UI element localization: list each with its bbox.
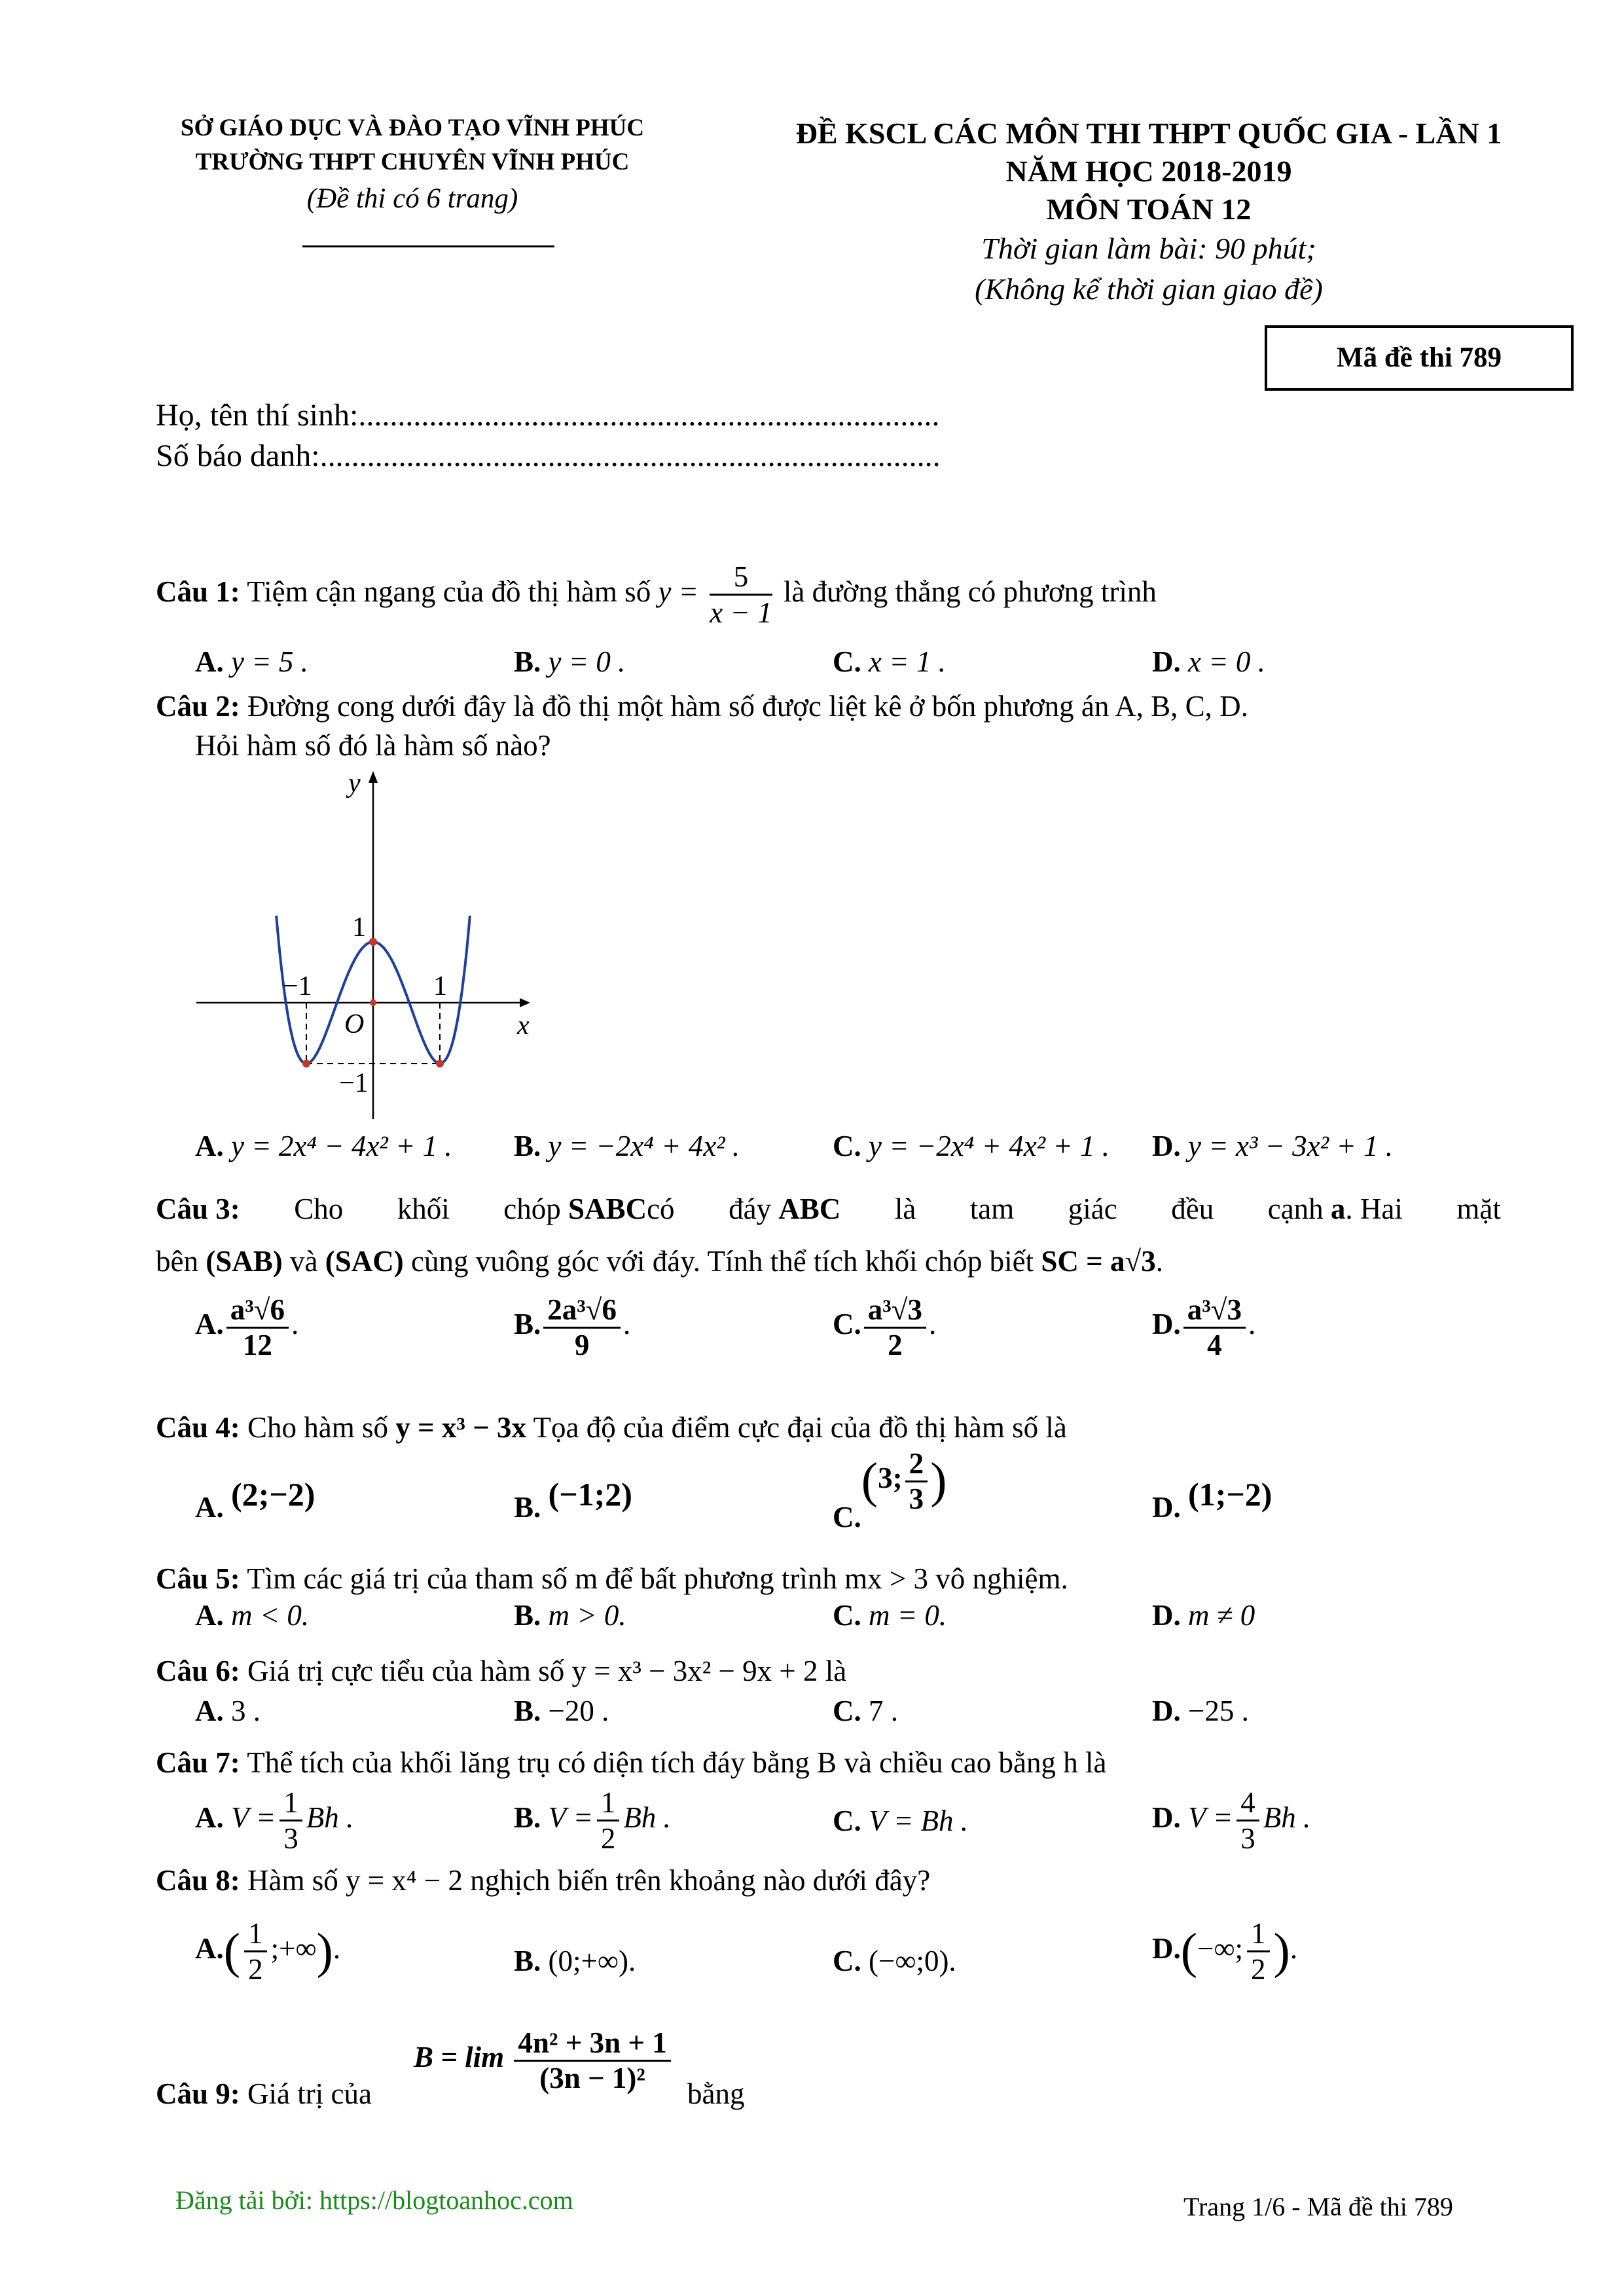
fraction-denominator: 2: [1251, 1953, 1266, 1986]
option-text: V =: [548, 1801, 593, 1834]
question-text: Đường cong dưới đây là đồ thị một hàm số được liệt kê ở bốn phương án A, B, C, D.: [247, 690, 1248, 723]
school-year: NĂM HỌC 2018-2019: [1005, 154, 1292, 188]
option-text: y = 0 .: [548, 645, 626, 678]
fraction-numerator: 1: [597, 1785, 620, 1821]
q3-option-b: B. $\frac{\text{2a³√6}}{9}$ .: [514, 1293, 631, 1361]
option-key: D.: [1152, 1130, 1181, 1162]
option-text: V =: [231, 1801, 276, 1834]
q8-option-c: [833, 1944, 956, 1978]
paren-left: (: [861, 1453, 878, 1508]
question-label: Câu 9:: [156, 2077, 240, 2110]
q6-option-b: [514, 1694, 609, 1728]
option-key: D.: [1152, 1307, 1181, 1340]
option-fraction: [1183, 1293, 1246, 1361]
option-key: C.: [833, 1130, 861, 1162]
function-lhs: y =: [658, 575, 699, 608]
option-text: V = Bh .: [869, 1804, 969, 1837]
option-text: m ≠ 0: [1188, 1599, 1255, 1632]
option-text: m > 0.: [548, 1599, 626, 1632]
paren-right: ): [1273, 1924, 1290, 1979]
fraction-numerator: 4: [1236, 1785, 1259, 1821]
question-word: là: [894, 1193, 916, 1225]
y-tick-neg1: −1: [339, 1068, 369, 1098]
fraction-numerator: 2: [905, 1446, 928, 1482]
x-tick-pos1: 1: [433, 971, 447, 1001]
option-key: B.: [514, 1491, 541, 1524]
fraction-numerator: a³√6: [226, 1293, 289, 1329]
graph-svg: [190, 766, 556, 1119]
question-label: Câu 1:: [156, 575, 240, 608]
question-word: khối: [397, 1193, 450, 1225]
option-text: 7 .: [869, 1695, 898, 1727]
footer-page: Trang 1/6 - Mã đề thi 789: [1183, 2192, 1453, 2221]
option-text: (0;+∞).: [548, 1945, 636, 1977]
question-2-line2: Hỏi hàm số đó là hàm số nào?: [195, 729, 551, 762]
paren-left: (: [1180, 1924, 1198, 1979]
q1-option-a: [195, 645, 308, 679]
plane-sab: (SAB): [206, 1245, 283, 1278]
q3-option-d: D. $\frac{\text{a³√3}}{4}$ .: [1152, 1293, 1256, 1361]
y-axis-arrow: [369, 771, 378, 783]
option-key: C.: [833, 1500, 861, 1534]
x-tick-neg1: −1: [283, 971, 312, 1001]
option-key: D.: [1152, 1931, 1181, 1965]
point-max: [369, 938, 377, 946]
point-min-right: [436, 1060, 444, 1067]
question-text: Giá trị của: [247, 2077, 372, 2110]
option-key: C.: [833, 1695, 861, 1727]
q2-option-a: [195, 1129, 452, 1163]
q7-option-d: [1152, 1785, 1310, 1856]
question-6: [156, 1652, 846, 1690]
option-key: A.: [195, 1491, 224, 1524]
fraction-denominator: 3: [909, 1482, 924, 1515]
question-label: Câu 7:: [156, 1746, 240, 1779]
q6-option-d: [1152, 1694, 1249, 1728]
question-3-line1: [156, 1190, 1501, 1228]
question-9: [156, 2075, 372, 2113]
school-name: TRƯỜNG THPT CHUYÊN VĨNH PHÚC: [195, 149, 630, 175]
option-key: D.: [1152, 1695, 1181, 1727]
candidate-id-line: Số báo danh:...............................................................................: [156, 439, 941, 473]
option-fraction: [597, 1785, 620, 1856]
option-text: −∞;: [1197, 1931, 1244, 1965]
x-axis-label: x: [517, 1011, 530, 1041]
option-text: y = −2x⁴ + 4x² + 1 .: [869, 1130, 1110, 1162]
question-text: Tìm các giá trị của tham số m để bất phương trình mx > 3 vô nghiệm.: [247, 1562, 1068, 1595]
option-key: A.: [195, 1130, 224, 1162]
fraction-numerator: 1: [244, 1916, 267, 1952]
option-key: B.: [514, 1695, 541, 1727]
fraction-denominator: 2: [600, 1822, 616, 1855]
question-8: [156, 1861, 930, 1899]
q7-option-b: [514, 1785, 671, 1856]
question-word: chóp: [503, 1193, 561, 1225]
question-label: Câu 6:: [156, 1655, 240, 1687]
option-text: −20 .: [548, 1695, 609, 1727]
option-key: B.: [514, 1945, 541, 1977]
question-text: Thể tích của khối lăng trụ có diện tích đáy bằng B và chiều cao bằng h là: [247, 1746, 1107, 1779]
option-fraction: [1247, 1916, 1270, 1986]
option-key: D.: [1152, 1801, 1181, 1834]
option-key: C.: [833, 645, 861, 678]
limit-fraction: [514, 2026, 670, 2094]
point-min-left: [302, 1060, 310, 1067]
question-text: Tiệm cận ngang của đồ thị hàm số: [247, 575, 651, 608]
option-text: x = 1 .: [869, 645, 946, 678]
question-7: [156, 1744, 1107, 1782]
option-text: Bh .: [306, 1801, 354, 1834]
fraction-denominator: (3n − 1)²: [539, 2062, 645, 2094]
option-text: y = 2x⁴ − 4x² + 1 .: [231, 1130, 452, 1162]
option-key: B.: [514, 1801, 541, 1834]
q5-option-a: [195, 1598, 309, 1632]
option-fraction: [1236, 1785, 1259, 1856]
q1-option-d: [1152, 645, 1265, 679]
q1-option-c: [833, 645, 946, 679]
q7-option-c: [833, 1804, 968, 1838]
option-key: A.: [195, 1307, 224, 1340]
option-text: (2;−2): [231, 1476, 316, 1513]
option-key: A.: [195, 1801, 224, 1834]
option-text: y = 5 .: [231, 645, 308, 678]
option-text: (−1;2): [548, 1476, 632, 1513]
option-text: 3;: [878, 1461, 903, 1494]
option-text: y = x³ − 3x² + 1 .: [1188, 1130, 1394, 1162]
header-right: [713, 115, 1584, 310]
question-text: Hàm số y = x⁴ − 2 nghịch biến trên khoảng nào dưới đây?: [247, 1864, 931, 1897]
option-fraction: [905, 1446, 928, 1515]
department-name: SỞ GIÁO DỤC VÀ ĐÀO TẠO VĨNH PHÚC: [180, 115, 645, 141]
fraction-denominator: x − 1: [710, 596, 772, 629]
option-text: Bh .: [1263, 1801, 1311, 1834]
question-word: bên: [156, 1245, 198, 1278]
q1-option-b: [514, 645, 625, 679]
exam-title: ĐỀ KSCL CÁC MÔN THI THPT QUỐC GIA - LẦN 1: [795, 117, 1502, 150]
paren-right: ): [930, 1453, 947, 1508]
time-limit: Thời gian làm bài: 90 phút;: [981, 232, 1316, 265]
fraction-numerator: a³√3: [1183, 1293, 1246, 1329]
option-text: ;+∞: [270, 1931, 317, 1965]
question-label: Câu 2:: [156, 690, 240, 723]
side-length: a: [1330, 1193, 1346, 1225]
fraction-numerator: a³√3: [864, 1293, 926, 1329]
fraction-denominator: 2: [248, 1953, 263, 1986]
option-key: C.: [833, 1945, 861, 1977]
fraction-numerator: 1: [1247, 1916, 1270, 1952]
option-text: Bh .: [623, 1801, 671, 1834]
edge-sc: SC = a√3: [1041, 1245, 1156, 1278]
question-word: tam: [969, 1193, 1015, 1225]
option-text: m = 0.: [869, 1599, 947, 1632]
option-key: B.: [514, 1599, 541, 1632]
time-note: (Không kể thời gian giao đề): [975, 272, 1323, 306]
q8-option-d: D.(−∞; $\frac{1}{2}$ ).: [1152, 1917, 1298, 1986]
q4-option-c: [833, 1446, 947, 1534]
question-label: Câu 4:: [156, 1411, 240, 1444]
x-axis-arrow: [520, 998, 530, 1007]
option-key: C.: [833, 1804, 861, 1837]
option-key: C.: [833, 1307, 861, 1340]
option-text: V =: [1188, 1801, 1233, 1834]
option-fraction: [864, 1293, 926, 1361]
option-key: C.: [833, 1599, 861, 1632]
option-text: m < 0.: [231, 1599, 310, 1632]
fraction-numerator: 1: [280, 1785, 302, 1821]
option-key: A.: [195, 645, 224, 678]
option-key: A.: [195, 1599, 224, 1632]
option-key: D.: [1152, 1491, 1181, 1524]
option-key: A.: [195, 1695, 224, 1727]
q4-option-a: [195, 1476, 316, 1525]
paren-left: (: [223, 1924, 241, 1979]
q5-option-b: [514, 1598, 626, 1632]
q2-option-d: [1152, 1129, 1393, 1163]
question-2: [156, 687, 1248, 725]
question-text: Giá trị cực tiểu của hàm số y = x³ − 3x² − 9x + 2 là: [247, 1655, 847, 1687]
q3-option-c: C. $\frac{\text{a³√3}}{2}$ .: [833, 1293, 937, 1361]
q6-option-c: [833, 1694, 898, 1728]
option-key: A.: [195, 1931, 224, 1965]
option-key: D.: [1152, 1599, 1181, 1632]
fraction-numerator: 2a³√6: [543, 1293, 621, 1329]
option-fraction: [280, 1785, 302, 1856]
q4-option-b: [514, 1476, 632, 1525]
option-text: (1;−2): [1188, 1476, 1272, 1513]
q8-option-a: A.( $\frac{1}{2}$ ;+∞).: [195, 1917, 341, 1986]
pages-note: (Đề thi có 6 trang): [306, 183, 518, 214]
question-label: Câu 3:: [156, 1193, 240, 1225]
option-text: −25 .: [1188, 1695, 1249, 1727]
option-text: 3 .: [231, 1695, 261, 1727]
question-word: mặt: [1456, 1193, 1501, 1225]
fraction-denominator: 3: [283, 1822, 298, 1855]
y-tick-pos1: 1: [352, 912, 366, 942]
limit-expression: [414, 2026, 674, 2094]
q2-option-c: [833, 1129, 1110, 1163]
option-key: D.: [1152, 645, 1181, 678]
option-key: B.: [514, 1130, 541, 1162]
question-text: Cho hàm số: [247, 1411, 389, 1444]
fraction-denominator: 4: [1207, 1329, 1222, 1361]
limit-lhs: B = lim: [414, 2040, 505, 2073]
question-text: cùng vuông góc với đáy. Tính thể tích khối chóp biết: [410, 1245, 1034, 1278]
question-label: Câu 8:: [156, 1864, 240, 1897]
q3-option-a: A. $\frac{\text{a³√6}}{12}$ .: [195, 1293, 299, 1361]
pyramid-name: SABC: [568, 1193, 647, 1225]
function-expression: y = x³ − 3x: [395, 1411, 527, 1444]
plane-sac: (SAC): [325, 1245, 404, 1278]
question-word: . Hai: [1345, 1193, 1403, 1225]
option-text: x = 0 .: [1188, 645, 1265, 678]
question-word: đều: [1171, 1193, 1214, 1225]
fraction-denominator: 2: [888, 1329, 903, 1361]
header-divider: [302, 245, 554, 247]
question-word: Cho: [294, 1193, 344, 1225]
fraction-denominator: 9: [574, 1329, 590, 1361]
fraction-denominator: 3: [1240, 1822, 1255, 1855]
footer-source[interactable]: Đăng tải bởi: https://blogtoanhoc.com: [175, 2185, 573, 2215]
subject: MÔN TOÁN 12: [1046, 192, 1252, 226]
paren-right: ): [316, 1924, 333, 1979]
question-4: [156, 1408, 1067, 1446]
q8-option-b: [514, 1944, 636, 1978]
option-text: (−∞;0).: [869, 1945, 956, 1977]
q2-option-b: [514, 1129, 740, 1163]
question-word: cạnh: [1267, 1193, 1324, 1225]
y-axis-label: y: [348, 768, 361, 798]
option-fraction: [244, 1916, 267, 1986]
base-name: ABC: [778, 1193, 841, 1225]
fraction-denominator: 12: [242, 1329, 272, 1361]
q4-option-d: [1152, 1476, 1272, 1525]
question-9-tail: bằng: [687, 2077, 745, 2110]
fraction-numerator: 5: [710, 560, 772, 596]
fraction-numerator: 4n² + 3n + 1: [514, 2026, 670, 2062]
question-text: Tọa độ của điểm cực đại của đồ thị hàm số là: [533, 1411, 1067, 1444]
header-left: [131, 111, 694, 219]
function-fraction: [710, 560, 772, 630]
option-key: B.: [514, 1307, 541, 1340]
question-word: giác: [1068, 1193, 1117, 1225]
q7-option-a: [195, 1785, 353, 1856]
point-origin: [370, 999, 376, 1006]
q6-option-a: [195, 1694, 261, 1728]
question-5: [156, 1560, 1068, 1598]
question-3-line2: bên (SAB) và (SAC) cùng vuông góc với đáy. Tính thể tích khối chóp biết SC = a√3.: [156, 1245, 1163, 1278]
option-key: B.: [514, 645, 541, 678]
origin-label: O: [344, 1009, 365, 1039]
option-fraction: [226, 1293, 289, 1361]
question-label: Câu 5:: [156, 1562, 240, 1595]
q5-option-c: [833, 1598, 947, 1632]
question-text: là đường thẳng có phương trình: [783, 575, 1157, 608]
question-1: [156, 560, 1157, 630]
quartic-graph: [190, 766, 556, 1119]
exam-code-box: Mã đề thi 789: [1265, 325, 1574, 391]
option-text: y = −2x⁴ + 4x² .: [548, 1130, 740, 1162]
candidate-name-line: Họ, tên thí sinh:..........................................................................: [156, 398, 940, 433]
question-word: và: [290, 1245, 318, 1278]
q5-option-d: [1152, 1598, 1255, 1632]
question-word: có: [647, 1193, 675, 1225]
option-fraction: [543, 1293, 621, 1361]
question-word: đáy: [729, 1193, 772, 1225]
